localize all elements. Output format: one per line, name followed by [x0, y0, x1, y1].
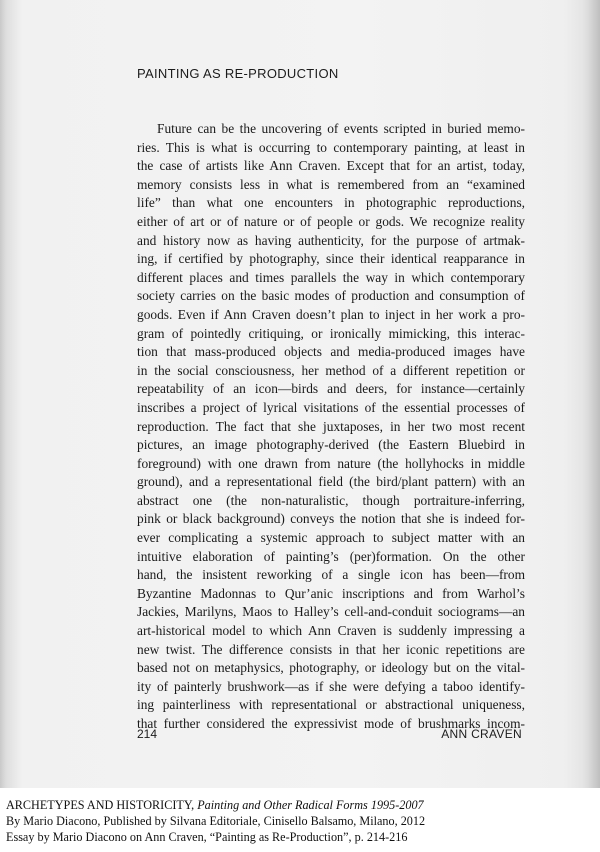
body-line: art-historical model to which Ann Craven is suddenly impressing a	[137, 623, 525, 639]
body-line: inscribes a project of lyrical visitations of the essential processes of	[137, 399, 525, 415]
body-line: hand, the insistent reworking of a single icon has been—from	[137, 567, 525, 583]
body-line: and history now as having authenticity, for the purpose of artmak-	[137, 232, 525, 248]
body-line: pink or black background) conveys the notion that she is indeed for-	[137, 511, 525, 527]
caption-essay-line: Essay by Mario Diacono on Ann Craven, “Painting as Re-Production”, p. 214-216	[6, 830, 408, 845]
body-line: pictures, an image photography-derived (the Eastern Bluebird in	[137, 437, 525, 453]
body-line: reproduction. The fact that she juxtaposes, in her two most recent	[137, 418, 525, 434]
body-line: life” than what one encounters in photographic reproductions,	[137, 195, 525, 211]
caption-title: ARCHETYPES AND HISTORICITY,	[6, 798, 198, 812]
page-number: 214	[137, 727, 158, 741]
body-line: new twist. The difference consists in that her iconic repetitions are	[137, 641, 525, 657]
body-line: goods. Even if Ann Craven doesn’t plan to inject in her work a pro-	[137, 306, 525, 322]
caption-subtitle: Painting and Other Radical Forms 1995-2007	[197, 798, 424, 812]
body-line: intuitive elaboration of painting’s (per)formation. On the other	[137, 548, 525, 564]
body-line: repeatability of an icon—birds and deers, for instance—certainly	[137, 381, 525, 397]
caption-publisher-line: By Mario Diacono, Published by Silvana Editoriale, Cinisello Balsamo, Milano, 2012	[6, 814, 426, 829]
body-line: ever complicating a systemic approach to subject matter with an	[137, 530, 525, 546]
body-line: tion that mass-produced objects and media-produced images have	[137, 344, 525, 360]
body-line: memory consists less in what is remembered from an “examined	[137, 176, 525, 192]
caption-title-line	[6, 797, 596, 813]
body-line: ity of painterly brushwork—as if she were defying a taboo identify-	[137, 678, 525, 694]
body-line: either of art or of nature or of people or gods. We recognize reality	[137, 213, 525, 229]
body-line: that further considered the expressivist mode of brushmarks incom-	[137, 716, 525, 731]
running-foot: ANN CRAVEN	[441, 727, 522, 741]
body-line: Future can be the uncovering of events scripted in buried memo-	[157, 121, 525, 136]
body-line: based not on metaphysics, photography, or ideology but on the vital-	[137, 660, 525, 676]
body-line: the case of artists like Ann Craven. Except that for an artist, today,	[137, 158, 525, 174]
body-line: foreground) with one drawn from nature (the hollyhocks in middle	[137, 455, 525, 471]
essay-body-text	[137, 120, 525, 734]
running-head: PAINTING AS RE-PRODUCTION	[137, 66, 339, 81]
body-line: society carries on the basic modes of production and consumption of	[137, 288, 525, 304]
body-line: ing painterliness with representational or abstractional uniqueness,	[137, 697, 525, 713]
body-line: ries. This is what is occurring to contemporary painting, at least in	[137, 139, 525, 155]
body-line: Byzantine Madonnas to Qur’anic inscriptions and from Warhol’s	[137, 585, 525, 601]
body-line: different places and times parallels the way in which contemporary	[137, 269, 525, 285]
body-line: in the social consciousness, her method of a different repetition or	[137, 362, 525, 378]
body-line: abstract one (the non-naturalistic, though portraiture-inferring,	[137, 492, 525, 508]
body-line: ground), and a representational field (the bird/plant pattern) with an	[137, 474, 525, 490]
body-line: gram of pointedly critiquing, or ironically mimicking, this interac-	[137, 325, 525, 341]
source-caption	[6, 797, 596, 846]
body-line: ing, if certified by photography, since their identical reapparance in	[137, 251, 525, 267]
body-line: Jackies, Marilyns, Maos to Halley’s cell-and-conduit sociograms—an	[137, 604, 525, 620]
